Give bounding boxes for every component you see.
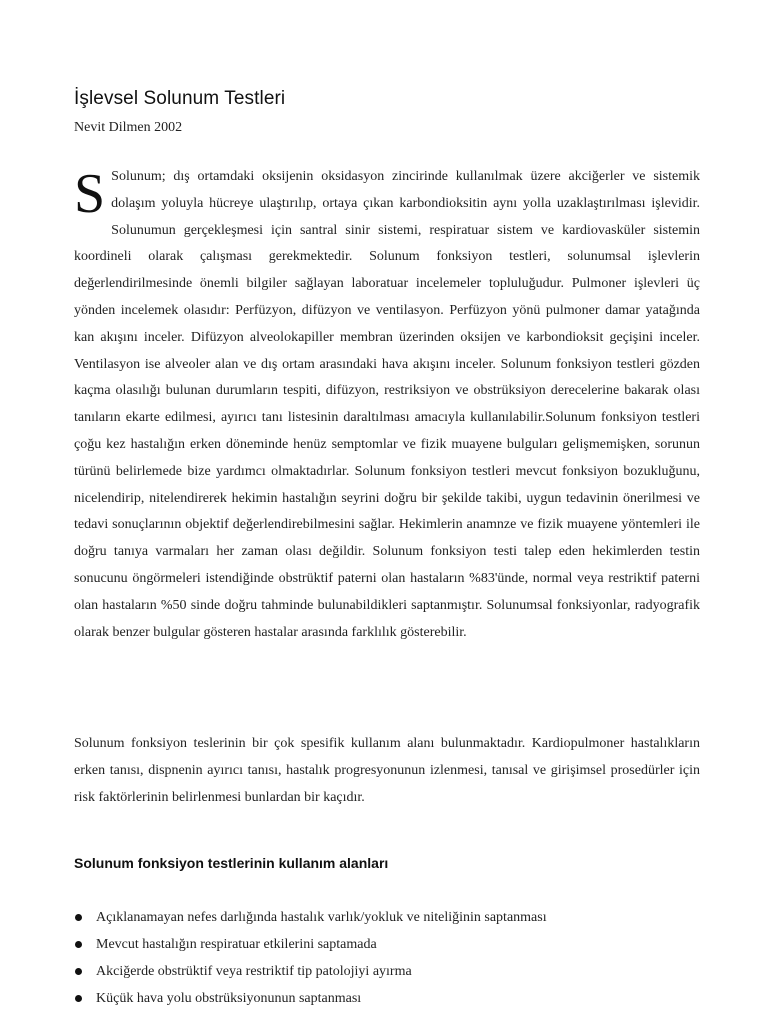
bullet-icon (75, 995, 82, 1002)
document-title: İşlevsel Solunum Testleri (74, 88, 286, 109)
bullet-icon (75, 968, 82, 975)
list-item-text: Açıklanamayan nefes darlığında hastalık varlık/yokluk ve niteliğinin saptanması (96, 910, 547, 925)
list-item-text: Mevcut hastalığın respiratuar etkilerini saptamada (96, 937, 377, 952)
list-item (74, 958, 547, 985)
usage-list (74, 904, 547, 1012)
intro-paragraph-text: Solunum; dış ortamdaki oksijenin oksidasyon zincirinde kullanılmak üzere akciğerler ve sistemik dolaşım yoluyla hücreye ulaştırılıp, ortaya çıkan karbondioksitin aynı yolla uzaklaştırılması işlevidir. Solunumun gerçekleşmesi için santral sinir sistemi, respiratuar sistem ve kardiovasküler sistemin koordineli olarak çalışması gerekmektedir. Solunum fonksiyon testleri, solunumsal işlevlerin değerlendirilmesinde önemli bilgiler sağlayan laboratuar incelemeler topluluğudur. Pulmoner işlevleri üç yönden incelemek olasıdır: Perfüzyon, difüzyon ve ventilasyon. Perfüzyon yönü pulmoner damar yatağında kan akışını inceler. Difüzyon alveolokapiller membran üzerinden oksijen ve karbondioksit geçişini inceler. Ventilasyon ise alveoler alan ve dış ortam arasındaki hava akışını inceler. Solunum fonksiyon testleri gözden kaçma olasılığı bulunan durumların tespiti, difüzyon, restriksiyon ve obstrüksiyon derecelerine bakarak olası tanıların ekarte edilmesi, ayırıcı tanı listesinin daraltılması amacıyla kullanılabilir.Solunum fonksiyon testleri çoğu kez hastalığın erken döneminde henüz semptomlar ve fizik muayene bulguları gelişmemişken, sorunun türünü belirlemede bize yardımcı olmaktadırlar. Solunum fonksiyon testleri mevcut fonksiyon bozukluğunu, nicelendirip, nitelendirerek hekimin hastalığın seyrini doğru bir şekilde takibi, uygun tedavinin önerilmesi ve tedavi sonuçlarının objektif değerlendirebilmesini sağlar. Hekimlerin anamnze ve fizik muayene yöntemleri ile doğru tanıya varmaları her zaman olası değildir. Solunum fonksiyon testi talep eden hekimlerden testin sonucunu öngörmeleri istendiğinde obstrüktif paterni olan hastaların %83'ünde, normal veya restriktif paterni olan hastaların %50 sinde doğru tahminde bulunabildikleri saptanmıştır. Solunumsal fonksiyonlar, radyografik olarak benzer bulgular gösteren hastalar arasında farklılık gösterebilir. (74, 169, 700, 640)
drop-cap: S (74, 163, 106, 225)
list-item-text: Akciğerde obstrüktif veya restriktif tip patolojiyi ayırma (96, 964, 412, 979)
bullet-icon (75, 914, 82, 921)
list-item (74, 931, 547, 958)
intro-paragraph (74, 164, 700, 646)
list-item-text: Küçük hava yolu obstrüksiyonunun saptanması (96, 991, 362, 1006)
author-line: Nevit Dilmen 2002 (74, 120, 183, 135)
usage-paragraph: Solunum fonksiyon teslerinin bir çok spesifik kullanım alanı bulunmaktadır. Kardiopulmoner hastalıkların erken tanısı, dispnenin ayırıcı tanısı, hastalık progresyonunun izlenmesi, tanısal ve girişimsel prosedürler için risk faktörlerinin belirlenmesi bunlardan bir kaçıdır. (74, 736, 700, 805)
list-item (74, 904, 547, 931)
section-heading: Solunum fonksiyon testlerinin kullanım alanları (74, 855, 389, 871)
bullet-icon (75, 941, 82, 948)
list-item (74, 985, 547, 1012)
